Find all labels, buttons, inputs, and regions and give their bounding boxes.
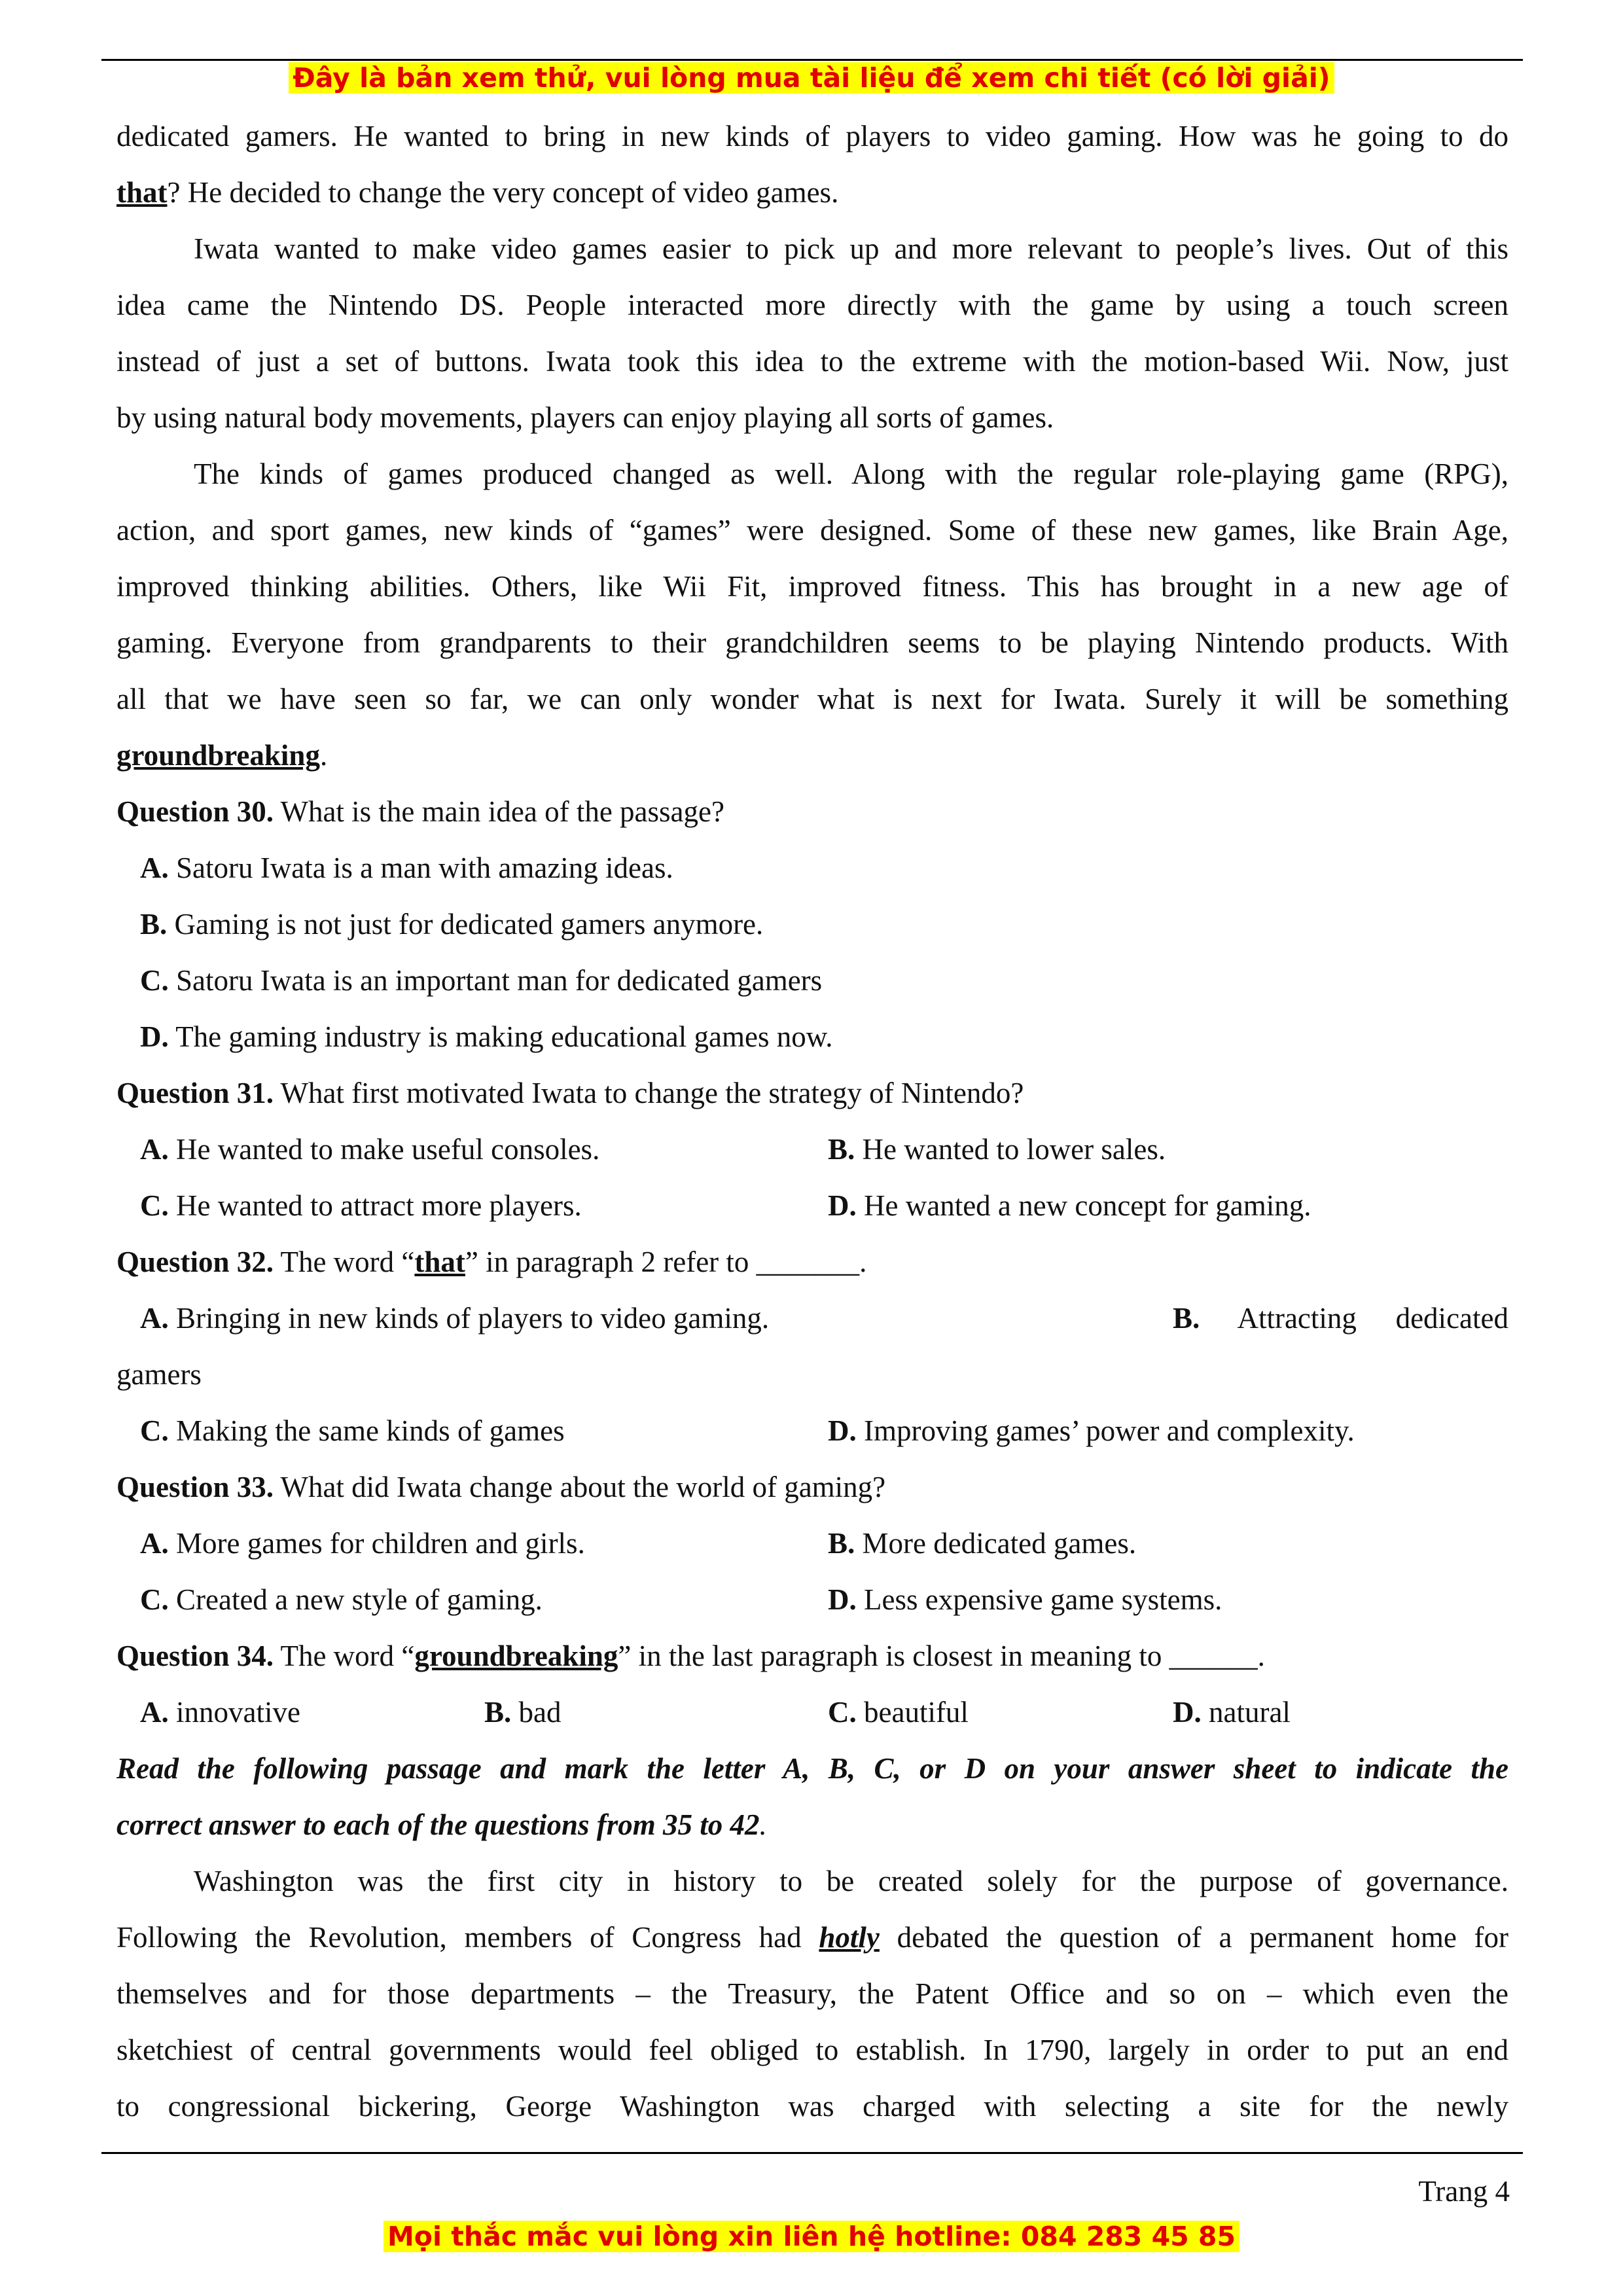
q31-option-d[interactable]: D. He wanted a new concept for gaming. [828,1189,1311,1222]
q34-option-b[interactable]: B. bad [484,1696,562,1729]
passage-line: instead of just a set of buttons. Iwata took this idea to the extreme with the motion-based Wii. Now, just [116,345,1508,378]
passage-line: Washington was the first city in history to be created solely for the purpose of governance. [194,1865,1508,1897]
passage-line: themselves and for those departments – the Treasury, the Patent Office and so on – which even the [116,1977,1508,2010]
passage-line: sketchiest of central governments would feel obliged to establish. In 1790, largely in order to put an end [116,2034,1508,2066]
passage-line: Following the Revolution, members of Congress had hotly debated the question of a permanent home for [116,1921,1509,1954]
passage-line: improved thinking abilities. Others, like Wii Fit, improved fitness. This has brought in a new age of [116,570,1508,603]
passage-line: action, and sport games, new kinds of “games” were designed. Some of these new games, like Brain Age, [116,514,1508,547]
passage-line: gaming. Everyone from grandparents to their grandchildren seems to be playing Nintendo products. With [116,626,1508,659]
q32-option-b-cont: gamers [116,1358,202,1391]
q32-option-d[interactable]: D. Improving games’ power and complexity. [828,1414,1355,1447]
question-30: Question 30. What is the main idea of the passage? [116,795,724,828]
passage-line: The kinds of games produced changed as well. Along with the regular role-playing game (RPG), [194,457,1508,490]
q33-option-b[interactable]: B. More dedicated games. [828,1527,1137,1560]
hotline-banner: Mọi thắc mắc vui lòng xin liên hệ hotline: 084 283 45 85 [0,2217,1623,2255]
passage-line: groundbreaking. [116,739,328,772]
q34-option-d[interactable]: D. natural [1173,1696,1291,1729]
instruction-line: correct answer to each of the questions from 35 to 42. [116,1808,767,1841]
passage-line: Iwata wanted to make video games easier to pick up and more relevant to people’s lives. Out of this [194,232,1508,265]
question-31: Question 31. What first motivated Iwata to change the strategy of Nintendo? [116,1077,1024,1109]
q33-option-c[interactable]: C. Created a new style of gaming. [140,1583,543,1616]
q34-option-c[interactable]: C. beautiful [828,1696,969,1729]
passage-line: that? He decided to change the very concept of video games. [116,176,839,209]
q34-option-a[interactable]: A. innovative [140,1696,300,1729]
passage-line: idea came the Nintendo DS. People interacted more directly with the game by using a touch screen [116,289,1508,321]
bottom-rule [101,2152,1523,2154]
q32-option-b[interactable]: B. Attracting dedicated [1173,1302,1508,1335]
underlined-word-that: that [116,176,168,209]
passage-line: by using natural body movements, players can enjoy playing all sorts of games. [116,401,1054,434]
passage-line: to congressional bickering, George Washington was charged with selecting a site for the newly [116,2090,1508,2123]
underlined-word-groundbreaking: groundbreaking [116,739,320,772]
q30-option-d[interactable]: D. The gaming industry is making educational games now. [140,1020,833,1053]
q33-option-a[interactable]: A. More games for children and girls. [140,1527,585,1560]
instruction-line: Read the following passage and mark the letter A, B, C, or D on your answer sheet to indicate the [116,1752,1508,1785]
question-33: Question 33. What did Iwata change about the world of gaming? [116,1471,886,1503]
q32-option-c[interactable]: C. Making the same kinds of games [140,1414,565,1447]
q30-option-a[interactable]: A. Satoru Iwata is a man with amazing ideas. [140,852,673,884]
q30-option-b[interactable]: B. Gaming is not just for dedicated gamers anymore. [140,908,764,941]
q31-option-a[interactable]: A. He wanted to make useful consoles. [140,1133,600,1166]
preview-banner: Đây là bản xem thử, vui lòng mua tài liệu để xem chi tiết (có lời giải) [0,59,1623,97]
passage-line: all that we have seen so far, we can only wonder what is next for Iwata. Surely it will be something [116,683,1508,715]
question-34: Question 34. The word “groundbreaking” in the last paragraph is closest in meaning to ______. [116,1640,1265,1672]
q31-option-c[interactable]: C. He wanted to attract more players. [140,1189,582,1222]
q31-option-b[interactable]: B. He wanted to lower sales. [828,1133,1166,1166]
q30-option-c[interactable]: C. Satoru Iwata is an important man for dedicated gamers [140,964,823,997]
question-32: Question 32. The word “that” in paragraph 2 refer to _______. [116,1246,867,1278]
page-number: Trang 4 [1418,2175,1510,2208]
underlined-word-hotly: hotly [819,1921,880,1954]
q32-option-a[interactable]: A. Bringing in new kinds of players to video gaming. [140,1302,770,1335]
q33-option-d[interactable]: D. Less expensive game systems. [828,1583,1222,1616]
passage-line: dedicated gamers. He wanted to bring in new kinds of players to video gaming. How was he going to do [116,120,1508,152]
